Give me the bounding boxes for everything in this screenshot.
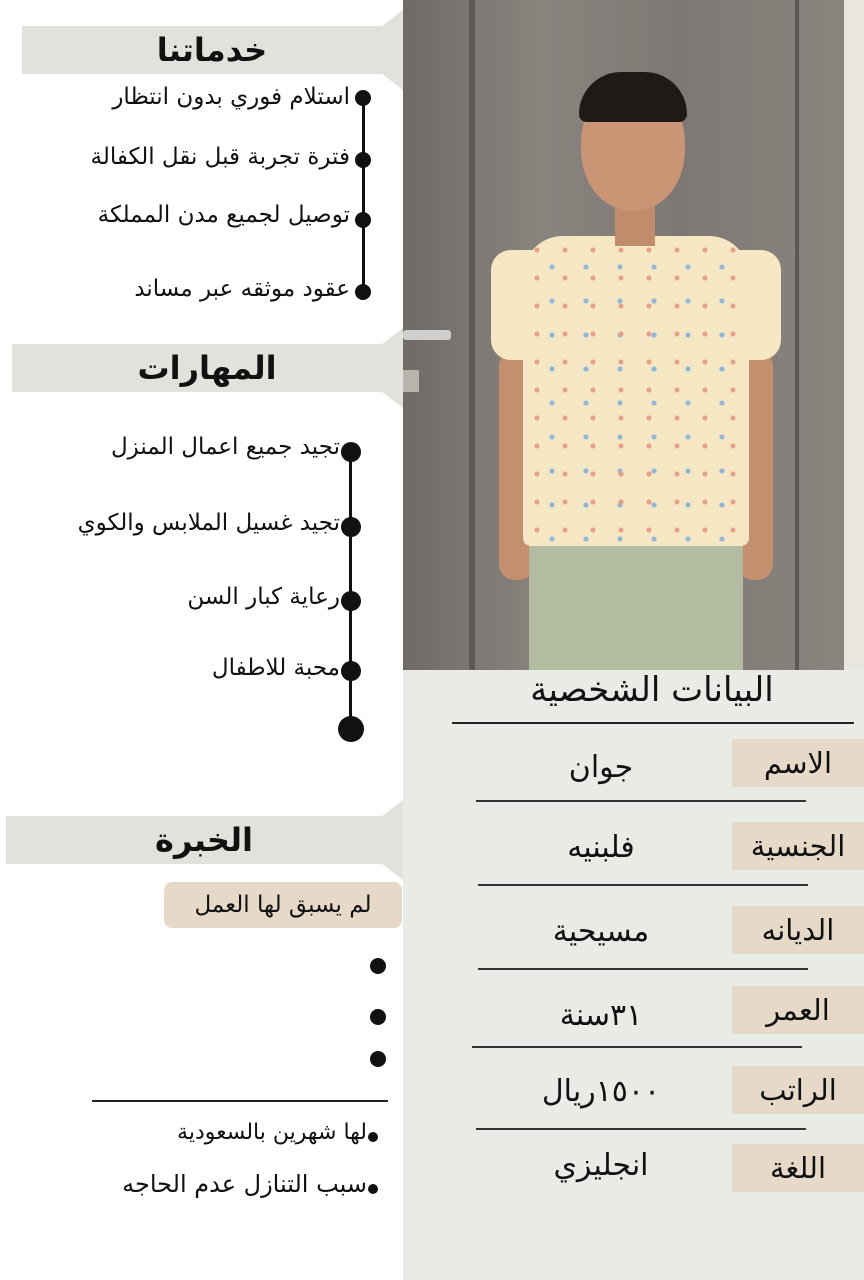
value-religion: مسيحية — [552, 914, 650, 949]
experience-badge: لم يسبق لها العمل — [164, 882, 402, 928]
bullet-dot — [368, 1132, 378, 1142]
bullet-dot — [341, 442, 361, 462]
label-religion: الديانه — [732, 906, 864, 954]
bullet-dot-end — [338, 716, 364, 742]
experience-note: لها شهرين بالسعودية — [177, 1120, 367, 1145]
label-nationality: الجنسية — [732, 822, 864, 870]
label-salary: الراتب — [732, 1066, 864, 1114]
door-handle — [403, 330, 451, 340]
services-item: عقود موثقه عبر مساند — [134, 276, 350, 302]
skills-title: المهارات — [137, 349, 277, 387]
door-frame — [844, 0, 864, 670]
value-salary: ١٥٠٠ريال — [541, 1074, 661, 1109]
services-header — [22, 26, 402, 74]
skills-item: تجيد جميع اعمال المنزل — [110, 434, 340, 460]
person-shirt — [523, 236, 749, 546]
row-divider — [478, 968, 808, 970]
bullet-dot — [370, 1009, 386, 1025]
services-timeline — [362, 98, 365, 293]
experience-note: سبب التنازل عدم الحاجه — [122, 1170, 367, 1198]
services-item: توصيل لجميع مدن المملكة — [97, 202, 350, 228]
experience-title: الخبرة — [155, 821, 253, 859]
skills-item: تجيد غسيل الملابس والكوي — [77, 510, 340, 536]
bullet-dot — [355, 152, 371, 168]
bullet-dot — [370, 958, 386, 974]
door-lock — [403, 370, 419, 392]
left-column — [0, 0, 403, 1280]
header-arrow-shape — [351, 800, 403, 880]
services-item: فترة تجربة قبل نقل الكفالة — [90, 144, 350, 170]
skills-item: محبة للاطفال — [211, 655, 340, 681]
bullet-dot — [355, 90, 371, 106]
header-arrow-shape — [351, 10, 403, 90]
bullet-dot — [355, 284, 371, 300]
value-age: ٣١سنة — [559, 998, 643, 1033]
bullet-dot — [368, 1184, 378, 1194]
value-name: جوان — [568, 750, 634, 785]
bullet-dot — [341, 661, 361, 681]
value-language: انجليزي — [553, 1148, 649, 1183]
experience-header — [6, 816, 402, 864]
worker-photo — [403, 0, 864, 670]
person-hair — [579, 72, 687, 122]
skills-header — [12, 344, 402, 392]
label-age: العمر — [732, 986, 864, 1034]
title-underline — [452, 722, 854, 724]
door-panel-line — [795, 0, 799, 670]
row-divider — [476, 800, 806, 802]
row-divider — [478, 884, 808, 886]
services-item: استلام فوري بدون انتظار — [112, 84, 350, 110]
row-divider — [472, 1046, 802, 1048]
personal-info-title: البيانات الشخصية — [530, 670, 774, 710]
label-name: الاسم — [732, 739, 864, 787]
services-title: خدماتنا — [156, 31, 268, 69]
divider — [92, 1100, 388, 1102]
skills-item: رعاية كبار السن — [187, 584, 340, 610]
bullet-dot — [355, 212, 371, 228]
bullet-dot — [341, 517, 361, 537]
door-panel-line — [469, 0, 475, 670]
bullet-dot — [341, 591, 361, 611]
header-arrow-shape — [351, 328, 403, 408]
label-language: اللغة — [732, 1144, 864, 1192]
row-divider — [476, 1128, 806, 1130]
value-nationality: فلبنيه — [567, 830, 635, 865]
bullet-dot — [370, 1051, 386, 1067]
